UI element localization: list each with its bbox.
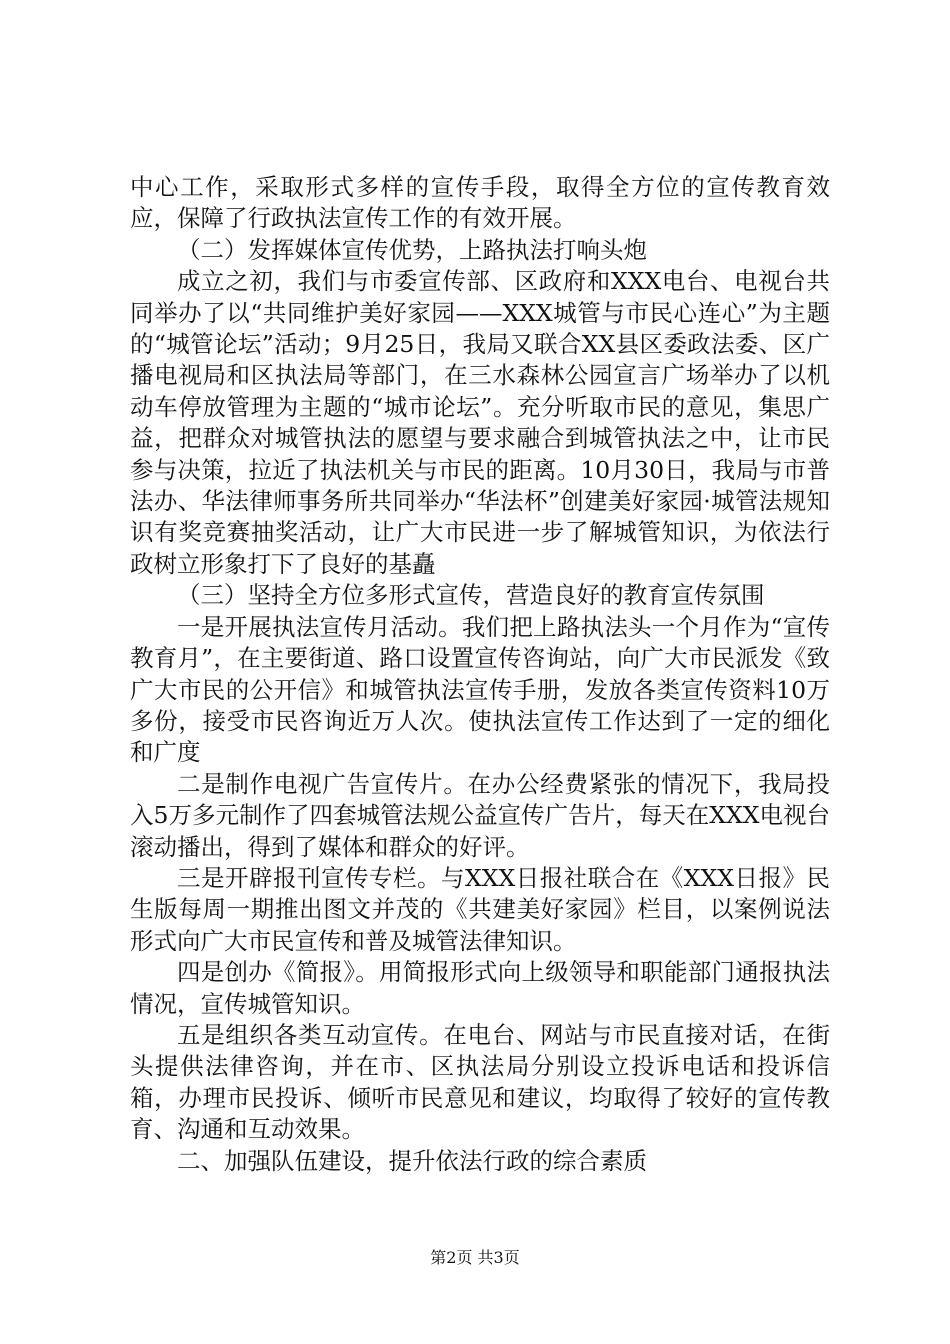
paragraph-media: 成立之初，我们与市委宣传部、区政府和XXX电台、电视台共同举办了以“共同维护美好家园——XXX城管与市民心连心”为主题的“城管论坛”活动；9月25日，我局又联合XX县区委政法委、区广播电视局和区执法局等部门，在三水森林公园宣言广场举办了以机动车停放管理为主题的“城市论坛”。充分听取市民的意见，集思广益，把群众对城管执法的愿望与要求融合到城管执法之中，让市民参与决策，拉近了执法机关与市民的距离。10月30日，我局与市普法办、华法律师事务所共同举办“华法杯”创建美好家园·城管法规知识有奖竞赛抽奖活动，让广大市民进一步了解城管知识，为依法行政树立形象打下了良好的基矗 bbox=[130, 267, 830, 578]
document-body bbox=[130, 172, 830, 1177]
section-heading-3: （三）坚持全方位多形式宣传，营造良好的教育宣传氛围 bbox=[177, 581, 765, 610]
section-heading-major-2: 二、加强队伍建设，提升依法行政的综合素质 bbox=[177, 1146, 647, 1175]
paragraph-item-2: 二是制作电视广告宣传片。在办公经费紧张的情况下，我局投入5万多元制作了四套城管法规公益宣传广告片，每天在XXX电视台滚动播出，得到了媒体和群众的好评。 bbox=[130, 769, 830, 861]
paragraph-item-1: 一是开展执法宣传月活动。我们把上路执法头一个月作为“宣传教育月”，在主要街道、路口设置宣传咨询站，向广大市民派发《致广大市民的公开信》和城管执法宣传手册，发放各类宣传资料10万多份，接受市民咨询近万人次。使执法宣传工作达到了一定的细化和广度 bbox=[130, 612, 830, 767]
paragraph-item-4: 四是创办《简报》。用简报形式向上级领导和职能部门通报执法情况，宣传城管知识。 bbox=[130, 958, 830, 1018]
section-heading-2: （二）发挥媒体宣传优势，上路执法打响头炮 bbox=[177, 235, 647, 264]
paragraph-item-5: 五是组织各类互动宣传。在电台、网站与市民直接对话，在街头提供法律咨询，并在市、区执法局分别设立投诉电话和投诉信箱，办理市民投诉、倾听市民意见和建议，均取得了较好的宣传教育、沟通和互动效果。 bbox=[130, 1020, 830, 1144]
paragraph-item-3: 三是开辟报刊宣传专栏。与XXX日报社联合在《XXX日报》民生版每周一期推出图文并茂的《共建美好家园》栏目，以案例说法形式向广大市民宣传和普及城管法律知识。 bbox=[130, 863, 830, 955]
paragraph-continuation: 中心工作，采取形式多样的宣传手段，取得全方位的宣传教育效应，保障了行政执法宣传工作的有效开展。 bbox=[130, 173, 830, 233]
page-number: 第2页 共3页 bbox=[430, 1248, 520, 1267]
